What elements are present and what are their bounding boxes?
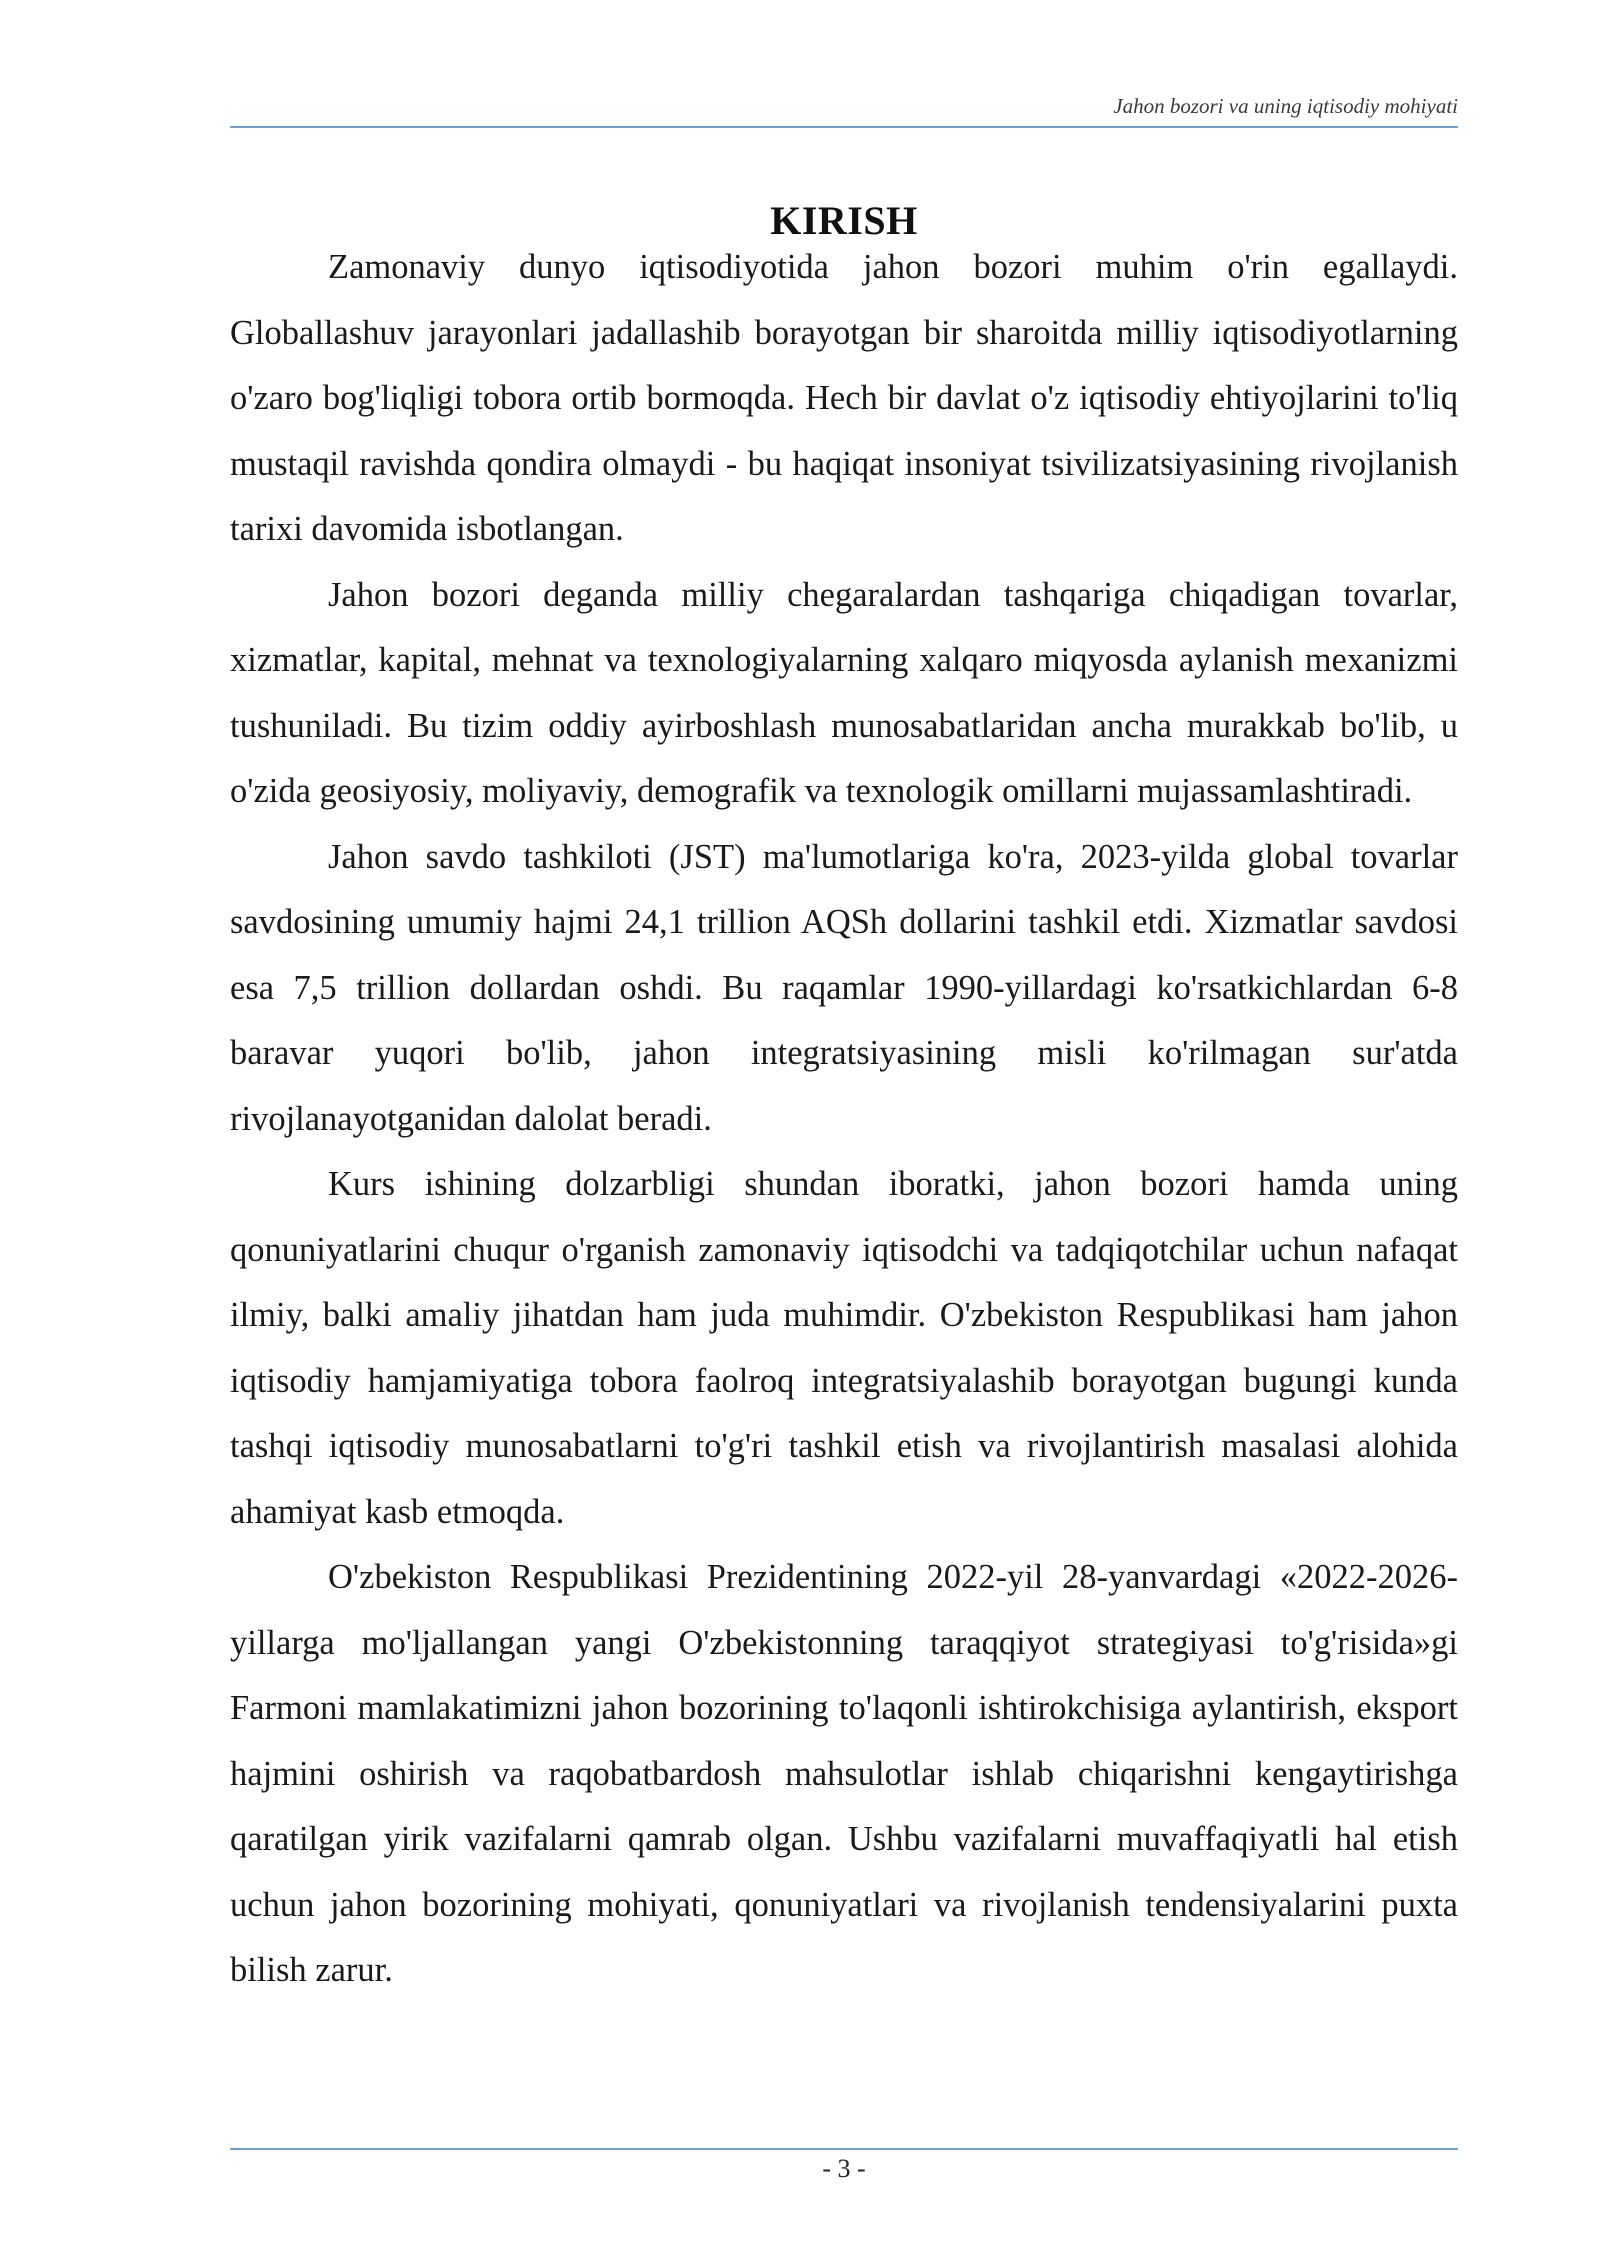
body-text — [230, 235, 1458, 2004]
paragraph: Kurs ishining dolzarbligi shundan iboratki, jahon bozori hamda uning qonuniyatlarini chuqur o'rganish zamonaviy iqtisodchi va tadqiqotchilar uchun nafaqat ilmiy, balki amaliy jihatdan ham juda muhimdir. O'zbekiston Respublikasi ham jahon iqtisodiy hamjamiyatiga tobora faolroq integratsiyalashib borayotgan bugungi kunda tashqi iqtisodiy munosabatlarni to'g'ri tashkil etish va rivojlantirish masalasi alohida ahamiyat kasb etmoqda. — [230, 1165, 1458, 1531]
footer-rule — [230, 2148, 1458, 2150]
page-number: - 3 - — [822, 2154, 866, 2183]
paragraph: O'zbekiston Respublikasi Prezidentining 2022-yil 28-yanvardagi «2022-2026-yillarga mo'ljallangan yangi O'zbekistonning taraqqiyot strategiyasi to'g'risida»gi Farmoni mamlakatimizni jahon bozorining to'laqonli ishtirokchisiga aylantirish, eksport hajmini oshirish va raqobatbardosh mahsulotlar ishlab chiqarishni kengaytirishga qaratilgan yirik vazifalarni qamrab olgan. Ushbu vazifalarni muvaffaqiyatli hal etish uchun jahon bozorining mohiyati, qonuniyatlari va rivojlanish tendensiyalarini puxta bilish zarur. — [230, 1558, 1458, 1989]
paragraph: Jahon savdo tashkiloti (JST) ma'lumotlariga ko'ra, 2023-yilda global tovarlar savdosining umumiy hajmi 24,1 trillion AQSh dollarini tashkil etdi. Xizmatlar savdosi esa 7,5 trillion dollardan oshdi. Bu raqamlar 1990-yillardagi ko'rsatkichlardan 6-8 baravar yuqori bo'lib, jahon integratsiyasining misli ko'rilmagan sur'atda rivojlanayotganidan dalolat beradi. — [230, 837, 1458, 1138]
header-rule — [230, 126, 1458, 128]
section-title: KIRISH — [770, 198, 918, 243]
paragraph: Jahon bozori deganda milliy chegaralardan tashqariga chiqadigan tovarlar, xizmatlar, kapital, mehnat va texnologiyalarning xalqaro miqyosda aylanish mexanizmi tushuniladi. Bu tizim oddiy ayirboshlash munosabatlaridan ancha murakkab bo'lib, u o'zida geosiyosiy, moliyaviy, demografik va texnologik omillarni mujassamlashtiradi. — [230, 575, 1458, 810]
paragraph: Zamonaviy dunyo iqtisodiyotida jahon bozori muhim o'rin egallaydi. Globallashuv jarayonlari jadallashib borayotgan bir sharoitda milliy iqtisodiyotlarning o'zaro bog'liqligi tobora ortib bormoqda. Hech bir davlat o'z iqtisodiy ehtiyojlarini to'liq mustaqil ravishda qondira olmaydi - bu haqiqat insoniyat tsivilizatsiyasining rivojlanish tarixi davomida isbotlangan. — [230, 248, 1458, 548]
running-header: Jahon bozori va uning iqtisodiy mohiyati — [1113, 94, 1458, 118]
